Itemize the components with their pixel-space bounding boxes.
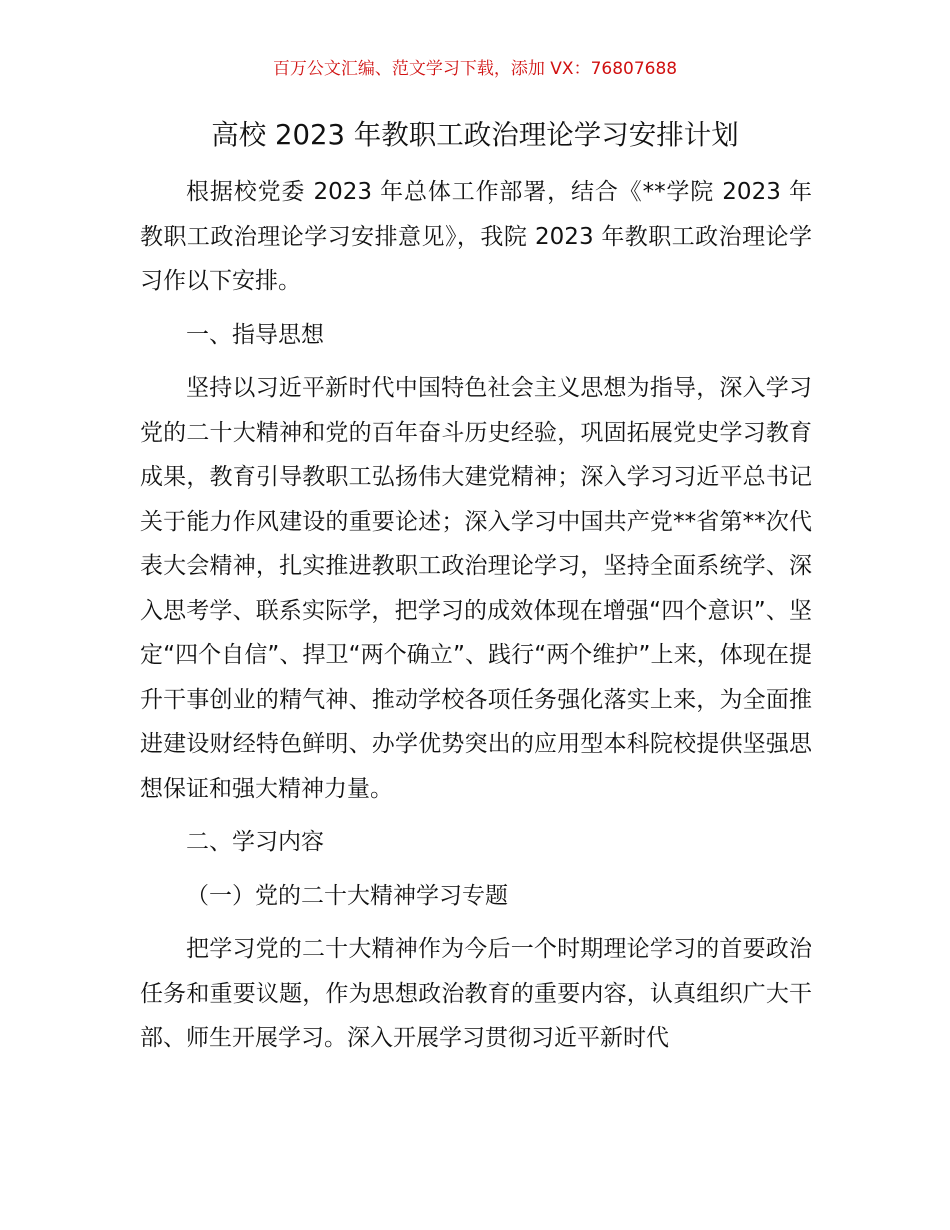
twentieth-congress-paragraph: 把学习党的二十大精神作为今后一个时期理论学习的首要政治任务和重要议题，作为思想政治教育的重要内容，认真组织广大干部、师生开展学习。深入开展学习贯彻习近平新时代: [140, 936, 812, 1051]
document-body: [140, 170, 812, 1070]
section-heading-study-content: 二、学习内容: [186, 829, 324, 855]
intro-paragraph: 根据校党委 2023 年总体工作部署，结合《**学院 2023 年教职工政治理论学习安排意见》，我院 2023 年教职工政治理论学习作以下安排。: [140, 179, 812, 294]
guiding-ideology-paragraph: 坚持以习近平新时代中国特色社会主义思想为指导，深入学习党的二十大精神和党的百年奋斗历史经验，巩固拓展党史学习教育成果，教育引导教职工弘扬伟大建党精神；深入学习习近平总书记关于能力作风建设的重要论述；深入学习中国共产党**省第**次代表大会精神，扎实推进教职工政治理论学习，坚持全面系统学、深入思考学、联系实际学，把学习的成效体现在增强“四个意识”、坚定“四个自信”、捍卫“两个确立”、践行“两个维护”上来，体现在提升干事创业的精气神、推动学校各项任务强化落实上来，为全面推进建设财经特色鲜明、办学优势突出的应用型本科院校提供坚强思想保证和强大精神力量。: [140, 375, 812, 802]
section-heading-guiding-ideology: 一、指导思想: [186, 321, 324, 348]
subsection-heading-twentieth-congress: （一）党的二十大精神学习专题: [186, 882, 508, 909]
promo-header-note: 百万公文汇编、范文学习下载，添加 VX：76807688: [272, 59, 678, 79]
document-title: 高校 2023 年教职工政治理论学习安排计划: [211, 119, 739, 151]
